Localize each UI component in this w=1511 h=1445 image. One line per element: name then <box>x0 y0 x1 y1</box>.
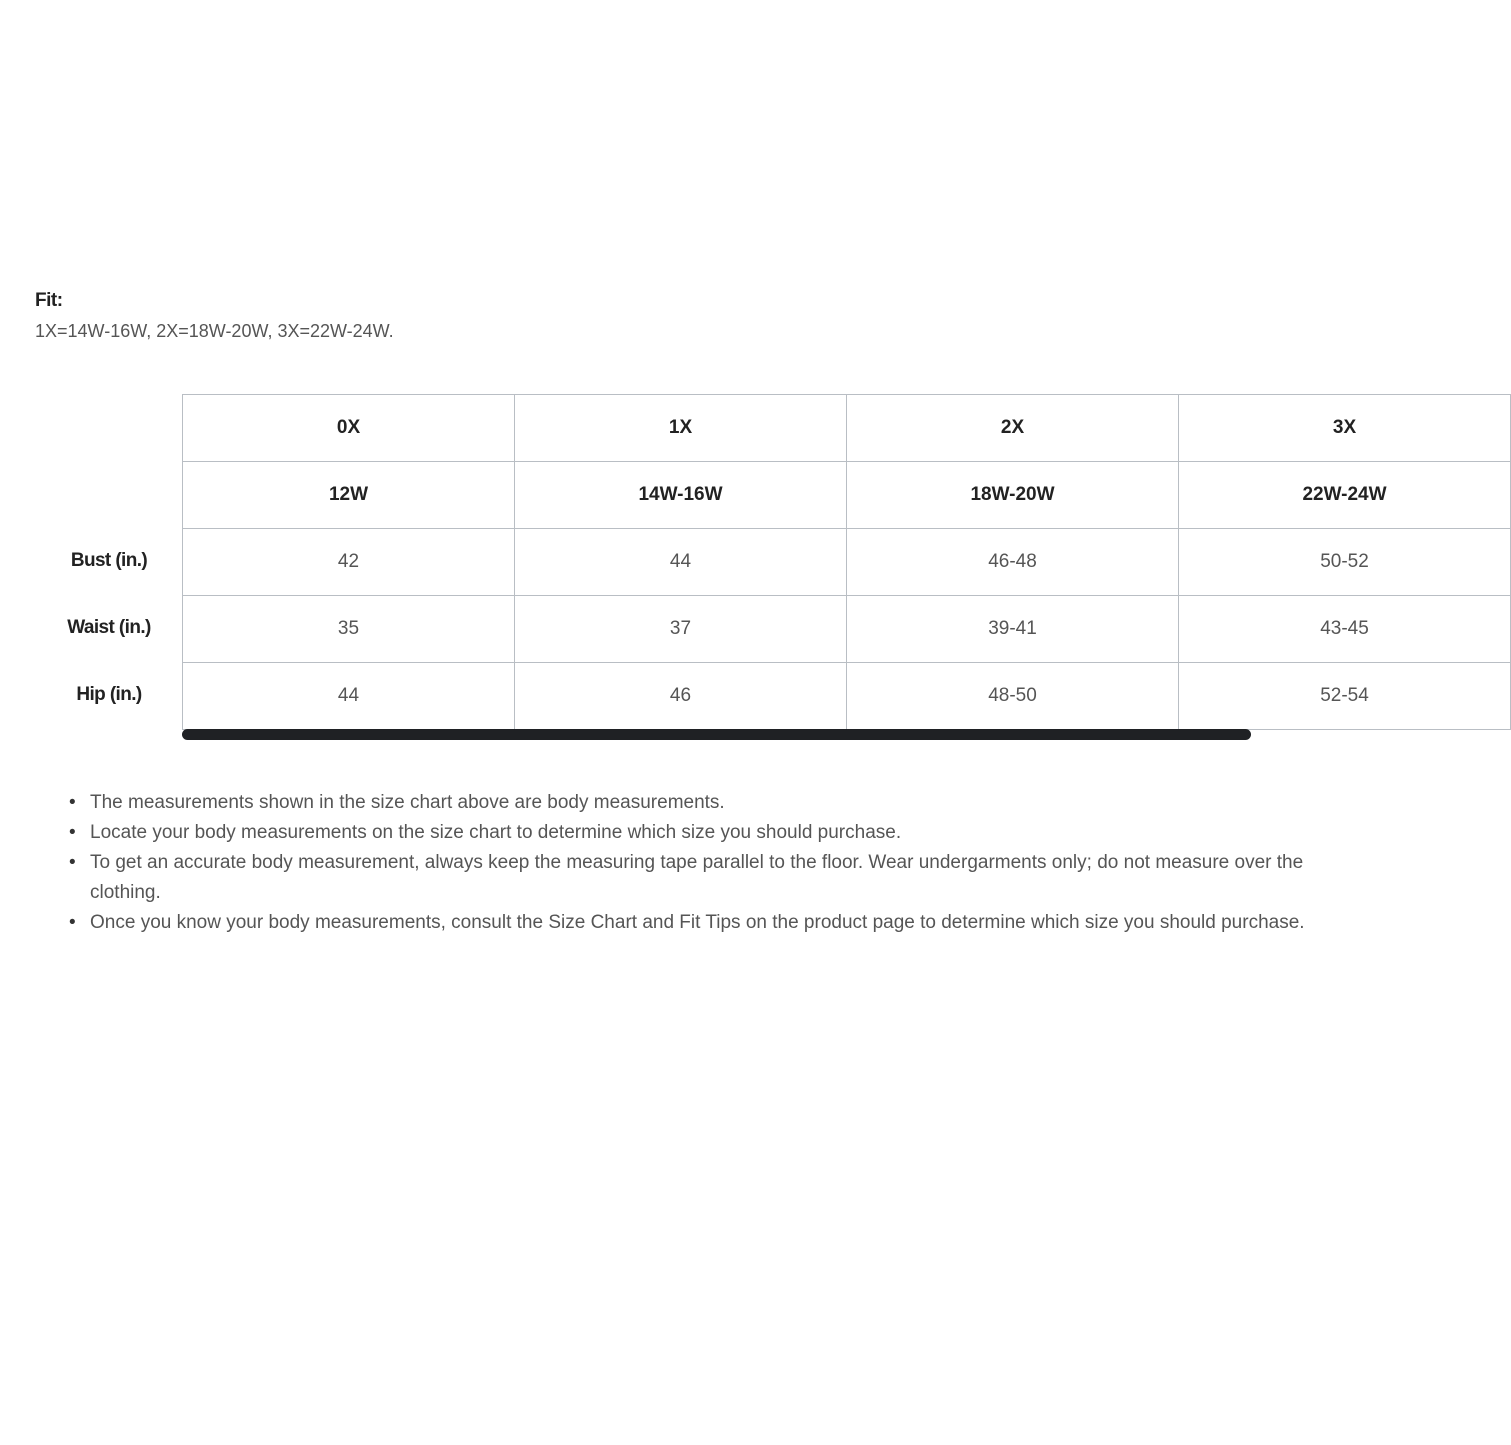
bullet-icon: • <box>69 792 76 813</box>
table-cell: 39-41 <box>847 596 1179 663</box>
header-size-1x: 1X <box>515 395 847 462</box>
header-range-1x: 14W-16W <box>515 462 847 529</box>
list-item <box>69 908 1360 938</box>
header-size-2x: 2X <box>847 395 1179 462</box>
table-row-bust <box>183 529 1511 596</box>
table-cell: 42 <box>183 529 515 596</box>
row-label-bust: Bust (in.) <box>70 549 148 571</box>
list-item <box>69 848 1360 908</box>
fit-value: 1X=14W-16W, 2X=18W-20W, 3X=22W-24W. <box>35 321 394 341</box>
header-range-3x: 22W-24W <box>1179 462 1511 529</box>
header-size-0x: 0X <box>183 395 515 462</box>
table-cell: 50-52 <box>1179 529 1511 596</box>
note-text: Locate your body measurements on the size chart to determine which size you should purchase. <box>90 822 902 843</box>
header-size-3x: 3X <box>1179 395 1511 462</box>
row-label-hip: Hip (in.) <box>76 683 142 705</box>
header-range-2x: 18W-20W <box>847 462 1179 529</box>
header-range-0x: 12W <box>183 462 515 529</box>
bullet-icon: • <box>69 822 76 843</box>
table-cell: 37 <box>515 596 847 663</box>
table-cell: 52-54 <box>1179 663 1511 730</box>
note-text: Once you know your body measurements, consult the Size Chart and Fit Tips on the product page to determine which size you should purchase. <box>90 912 1305 933</box>
measurement-notes-list <box>69 788 1360 938</box>
table-row-hip <box>183 663 1511 730</box>
table-cell: 43-45 <box>1179 596 1511 663</box>
fit-label: Fit: <box>35 290 63 311</box>
bullet-icon: • <box>69 912 76 933</box>
bullet-icon: • <box>69 852 76 873</box>
table-cell: 44 <box>515 529 847 596</box>
table-row-waist <box>183 596 1511 663</box>
size-table-scroll-area[interactable] <box>182 394 1387 730</box>
horizontal-scrollbar-thumb[interactable] <box>182 729 1251 740</box>
table-cell: 44 <box>183 663 515 730</box>
table-cell: 46 <box>515 663 847 730</box>
size-chart-table <box>182 394 1511 730</box>
row-label-waist: Waist (in.) <box>67 616 151 638</box>
table-cell: 35 <box>183 596 515 663</box>
list-item <box>69 788 1360 818</box>
note-text: To get an accurate body measurement, always keep the measuring tape parallel to the floor. Wear undergarments only; do not measure over the clothing. <box>90 852 1304 903</box>
table-row-sizes <box>183 395 1511 462</box>
fit-info <box>35 288 394 344</box>
list-item <box>69 818 1360 848</box>
table-cell: 48-50 <box>847 663 1179 730</box>
note-text: The measurements shown in the size chart above are body measurements. <box>90 792 725 813</box>
table-cell: 46-48 <box>847 529 1179 596</box>
measurement-row-labels <box>40 527 178 728</box>
table-row-ranges <box>183 462 1511 529</box>
